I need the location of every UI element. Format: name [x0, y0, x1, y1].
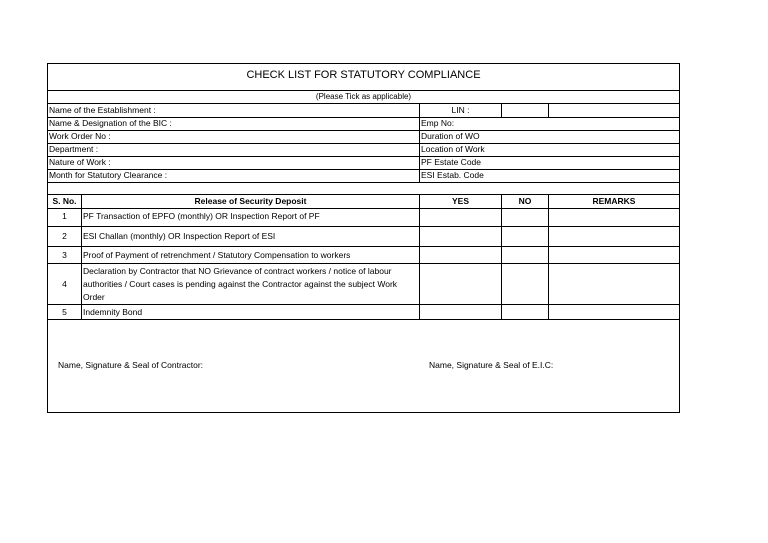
row-2-remarks-field[interactable]	[549, 227, 679, 246]
establishment-name-label: Name of the Establishment :	[49, 105, 156, 115]
bic-name-label: Name & Designation of the BIC :	[49, 118, 172, 128]
form-title: CHECK LIST FOR STATUTORY COMPLIANCE	[246, 70, 481, 80]
pf-code-label: PF Estate Code	[421, 157, 482, 167]
row-2-no-checkbox[interactable]	[502, 227, 548, 246]
checklist-form	[47, 63, 680, 413]
divider	[501, 103, 502, 117]
emp-no-label: Emp No:	[421, 118, 455, 128]
row-5-remarks-field[interactable]	[549, 305, 679, 319]
row-1-no-checkbox[interactable]	[502, 209, 548, 226]
divider	[548, 103, 549, 117]
eic-signature-label: Name, Signature & Seal of E.I.C:	[429, 360, 554, 370]
row-1-yes-checkbox[interactable]	[420, 209, 501, 226]
nature-of-work-label: Nature of Work :	[49, 157, 111, 167]
row-2-item: ESI Challan (monthly) OR Inspection Report of ESI	[83, 231, 276, 241]
divider	[48, 319, 679, 320]
row-5-yes-checkbox[interactable]	[420, 305, 501, 319]
row-3-remarks-field[interactable]	[549, 247, 679, 263]
divider	[48, 156, 679, 157]
yes-header: YES	[451, 196, 469, 206]
esi-code-label: ESI Estab. Code	[421, 170, 484, 180]
row-5-item: Indemnity Bond	[83, 307, 143, 317]
contractor-signature-label: Name, Signature & Seal of Contractor:	[58, 360, 204, 370]
divider	[48, 130, 679, 131]
row-3-sno: 3	[62, 250, 67, 260]
duration-label: Duration of WO	[421, 131, 480, 141]
row-3-item: Proof of Payment of retrenchment / Statutory Compensation to workers	[83, 250, 351, 260]
sno-header: S. No.	[52, 196, 77, 206]
row-3-no-checkbox[interactable]	[502, 247, 548, 263]
row-1-remarks-field[interactable]	[549, 209, 679, 226]
divider	[48, 194, 679, 195]
row-2-yes-checkbox[interactable]	[420, 227, 501, 246]
form-instruction: (Please Tick as applicable)	[315, 92, 412, 101]
location-label: Location of Work	[421, 144, 485, 154]
department-label: Department :	[49, 144, 99, 154]
row-5-no-checkbox[interactable]	[502, 305, 548, 319]
no-header: NO	[518, 196, 532, 206]
row-3-yes-checkbox[interactable]	[420, 247, 501, 263]
item-header: Release of Security Deposit	[194, 196, 307, 206]
divider	[48, 182, 679, 183]
row-4-yes-checkbox[interactable]	[420, 264, 501, 304]
row-4-sno: 4	[62, 279, 67, 289]
month-clearance-label: Month for Statutory Clearance :	[49, 170, 168, 180]
row-1-sno: 1	[62, 211, 67, 221]
divider	[48, 90, 679, 91]
lin-label: LIN :	[451, 105, 470, 115]
remarks-header: REMARKS	[592, 196, 636, 206]
row-4-no-checkbox[interactable]	[502, 264, 548, 304]
row-1-item: PF Transaction of EPFO (monthly) OR Inspection Report of PF	[83, 211, 320, 221]
row-4-item: Declaration by Contractor that NO Grievance of contract workers / notice of labour authorities / Court cases is pending against the Contractor against the subject Work Order	[83, 266, 398, 302]
row-4-remarks-field[interactable]	[549, 264, 679, 304]
divider	[48, 103, 679, 104]
work-order-label: Work Order No :	[49, 131, 111, 141]
row-5-sno: 5	[62, 307, 67, 317]
divider	[81, 194, 82, 319]
row-2-sno: 2	[62, 231, 67, 241]
divider	[48, 143, 679, 144]
